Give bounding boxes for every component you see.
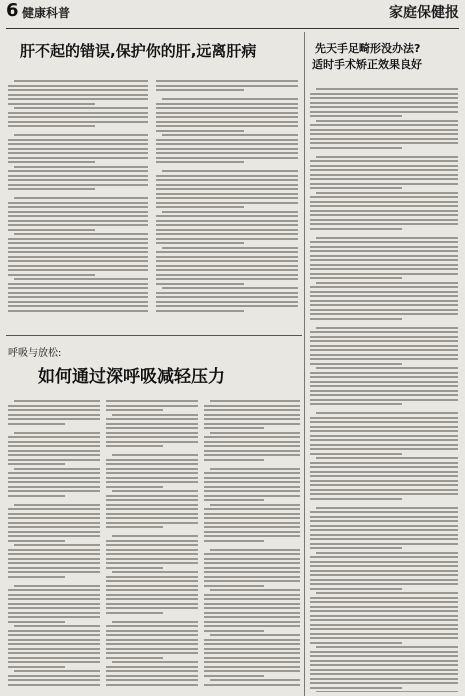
breath-article-col-3 [204, 400, 300, 692]
section-divider [6, 335, 302, 336]
column-divider [304, 32, 305, 696]
page-header [0, 0, 465, 30]
breath-headline: 如何通过深呼吸减轻压力 [38, 367, 225, 387]
breath-kicker: 呼吸与放松: [8, 348, 62, 359]
section-title: 健康科普 [22, 6, 71, 20]
right-article-text [310, 88, 458, 692]
breath-article-col-2 [106, 400, 198, 692]
main-headline: 肝不起的错误,保护你的肝,远离肝病 [20, 42, 257, 60]
breath-article-col-1 [8, 400, 100, 692]
main-article-col-2 [156, 80, 298, 330]
header-rule [6, 28, 459, 29]
masthead: 家庭保健报 [389, 5, 459, 21]
right-headline-line-2: 适时手术矫正效果良好 [312, 58, 422, 71]
right-headline-line-1: 先天手足畸形没办法? [315, 42, 421, 55]
main-article-col-1 [8, 80, 148, 330]
page-number: 6 [6, 0, 19, 21]
